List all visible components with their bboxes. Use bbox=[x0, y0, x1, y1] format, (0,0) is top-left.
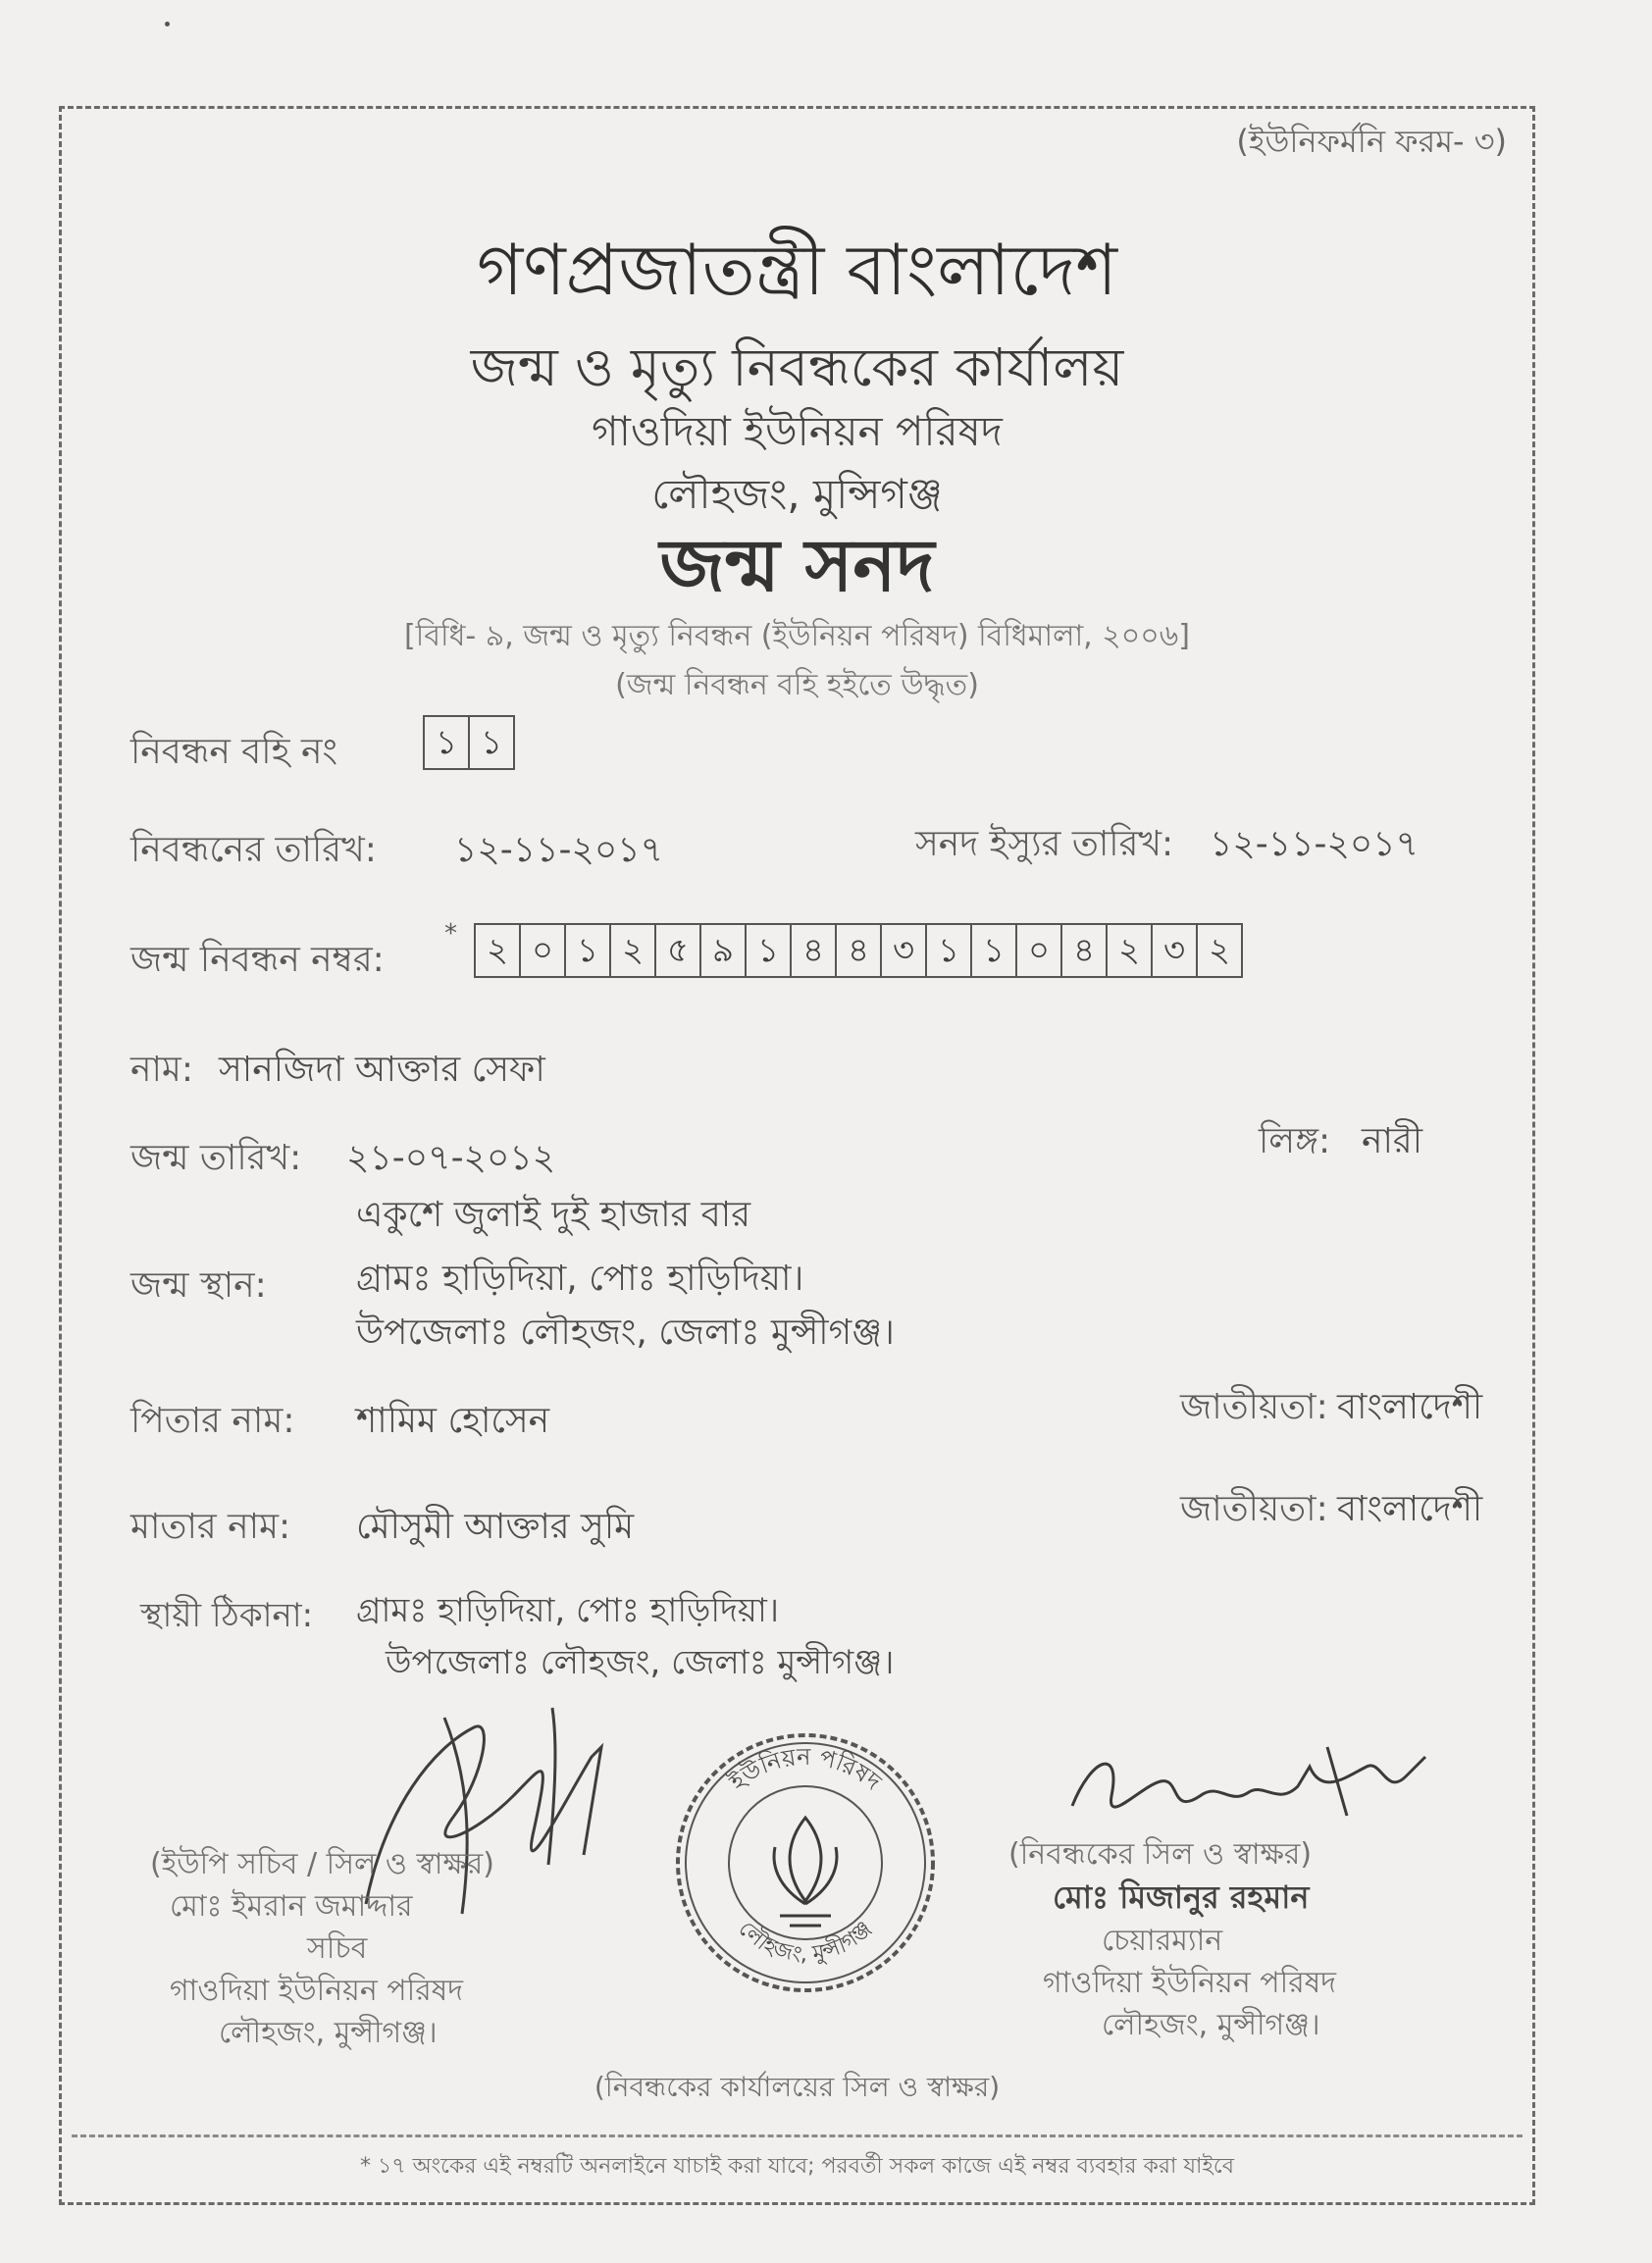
father-name: শামিম হোসেন bbox=[356, 1401, 550, 1441]
book-no-boxes bbox=[423, 715, 515, 770]
reg-digit: ৫ bbox=[656, 925, 701, 976]
right-signatory-role: (নিবন্ধকের সিল ও স্বাক্ষর) bbox=[1008, 1837, 1313, 1872]
permanent-address-line1: গ্রামঃ হাড়িদিয়া, পোঃ হাড়িদিয়া। bbox=[356, 1591, 779, 1630]
mother-nationality-label: জাতীয়তা: bbox=[1180, 1489, 1328, 1529]
extract-note: (জন্ম নিবন্ধন বহি হইতে উদ্ধৃত) bbox=[615, 668, 979, 702]
dob-in-words: একুশে জুলাই দুই হাজার বার bbox=[356, 1195, 751, 1235]
registration-date-value: ১২-১১-২০১৭ bbox=[454, 830, 664, 870]
left-signatory-place: লৌহজং, মুন্সীগঞ্জ। bbox=[219, 2016, 438, 2050]
book-no-digit: ১ bbox=[425, 717, 470, 768]
book-no-digit: ১ bbox=[480, 723, 503, 762]
birth-place-line1: গ্রামঃ হাড়িদিয়া, পোঃ হাড়িদিয়া। bbox=[356, 1259, 804, 1299]
mother-name: মৌসুমী আক্তার সুমি bbox=[356, 1507, 635, 1547]
office-title: জন্ম ও মৃত্যু নিবন্ধকের কার্যালয় bbox=[470, 336, 1124, 398]
reg-digit: ৪ bbox=[837, 925, 882, 976]
reg-number-mark: * bbox=[444, 919, 457, 949]
birth-place-label: জন্ম স্থান: bbox=[130, 1265, 267, 1306]
reg-digit: ৪ bbox=[1062, 925, 1108, 976]
book-no-label: নিবন্ধন বহি নং bbox=[130, 732, 337, 772]
union-parishad-seal bbox=[672, 1729, 939, 1996]
issue-date-value: ১২-১১-২০১৭ bbox=[1210, 824, 1420, 864]
rule-reference: [বিধি- ৯, জন্ম ও মৃত্যু নিবন্ধন (ইউনিয়ন পরিষদ) বিধিমালা, ২০০৬] bbox=[404, 619, 1190, 653]
seal-bottom-text: লৌহজং, মুন্সীগঞ্জ bbox=[733, 1916, 877, 1968]
reg-number-label: জন্ম নিবন্ধন নম্বর: bbox=[130, 940, 385, 980]
sex-label: লিঙ্গ: bbox=[1259, 1121, 1331, 1161]
father-nationality: বাংলাদেশী bbox=[1337, 1387, 1483, 1427]
right-signatory-name: মোঃ মিজানুর রহমান bbox=[1053, 1878, 1310, 1916]
reg-digit: ১ bbox=[747, 925, 792, 976]
form-number: (ইউনিফর্মনি ফরম- ৩) bbox=[1236, 123, 1507, 160]
birth-place-line2: উপজেলাঃ লৌহজং, জেলাঃ মুন্সীগঞ্জ। bbox=[356, 1312, 895, 1353]
reg-digit: ২ bbox=[611, 925, 656, 976]
office-signature-note: (নিবন্ধকের কার্যালয়ের সিল ও স্বাক্ষর) bbox=[594, 2071, 1001, 2103]
name-value: সানজিদা আক্তার সেফা bbox=[219, 1050, 545, 1090]
registration-date-label: নিবন্ধনের তারিখ: bbox=[130, 830, 377, 870]
permanent-address-line2: উপজেলাঃ লৌহজং, জেলাঃ মুন্সীগঞ্জ। bbox=[386, 1643, 895, 1682]
left-signatory-union: গাওদিয়া ইউনিয়ন পরিষদ bbox=[170, 1974, 464, 2008]
reg-digit: ১ bbox=[927, 925, 972, 976]
left-signatory-role: (ইউপি সচিব / সিল ও স্বাক্ষর) bbox=[150, 1847, 495, 1881]
sex-value: নারী bbox=[1362, 1121, 1423, 1161]
reg-number-boxes bbox=[474, 923, 1243, 978]
reg-digit: ৪ bbox=[792, 925, 837, 976]
country-title: গণপ্রজাতন্ত্রী বাংলাদেশ bbox=[476, 229, 1118, 311]
speck bbox=[165, 22, 170, 26]
reg-digit: ২ bbox=[476, 925, 521, 976]
father-nationality-label: জাতীয়তা: bbox=[1180, 1387, 1328, 1427]
certificate-title: জন্ম সনদ bbox=[659, 524, 935, 608]
reg-digit: ১ bbox=[566, 925, 611, 976]
reg-digit: ২ bbox=[1108, 925, 1153, 976]
right-signatory-place: লৌহজং, মুন্সীগঞ্জ। bbox=[1102, 2008, 1320, 2042]
reg-digit: ২ bbox=[1208, 931, 1231, 970]
name-label: নাম: bbox=[130, 1050, 194, 1090]
right-signatory-union: গাওদিয়া ইউনিয়ন পরিষদ bbox=[1043, 1966, 1337, 2000]
reg-digit: ১ bbox=[972, 925, 1017, 976]
seal-top-text: ইউনিয়ন পরিষদ bbox=[724, 1742, 887, 1796]
dob-label: জন্ম তারিখ: bbox=[130, 1138, 302, 1178]
reg-digit: ৩ bbox=[1153, 925, 1198, 976]
union-name: গাওদিয়া ইউনিয়ন পরিষদ bbox=[592, 407, 1003, 455]
reg-digit: ০ bbox=[1017, 925, 1062, 976]
birth-certificate-sheet bbox=[59, 106, 1535, 2205]
footnote: * ১৭ অংকের এই নম্বরটি অনলাইনে যাচাই করা যাবে; পরবর্তী সকল কাজে এই নম্বর ব্যবহার করা যাইবে bbox=[360, 2154, 1234, 2179]
permanent-address-label: স্থায়ী ঠিকানা: bbox=[140, 1596, 314, 1635]
svg-text:লৌহজং, মুন্সীগঞ্জ bbox=[734, 1916, 877, 1968]
dob-value: ২১-০৭-২০১২ bbox=[346, 1138, 556, 1178]
mother-nationality: বাংলাদেশী bbox=[1337, 1489, 1483, 1529]
mother-label: মাতার নাম: bbox=[130, 1507, 291, 1547]
left-signatory-name: মোঃ ইমরান জমাদ্দার bbox=[170, 1889, 413, 1924]
father-label: পিতার নাম: bbox=[130, 1401, 295, 1441]
left-signatory-title: সচিব bbox=[307, 1931, 368, 1966]
reg-digit: ৯ bbox=[701, 925, 747, 976]
reg-digit: ০ bbox=[521, 925, 566, 976]
reg-digit: ৩ bbox=[882, 925, 927, 976]
issue-date-label: সনদ ইস্যুর তারিখ: bbox=[915, 824, 1174, 864]
right-signatory-title: চেয়ারম্যান bbox=[1102, 1924, 1223, 1958]
place-name: লৌহজং, মুন্সিগঞ্জ bbox=[651, 470, 943, 518]
footnote-divider bbox=[72, 2134, 1523, 2137]
